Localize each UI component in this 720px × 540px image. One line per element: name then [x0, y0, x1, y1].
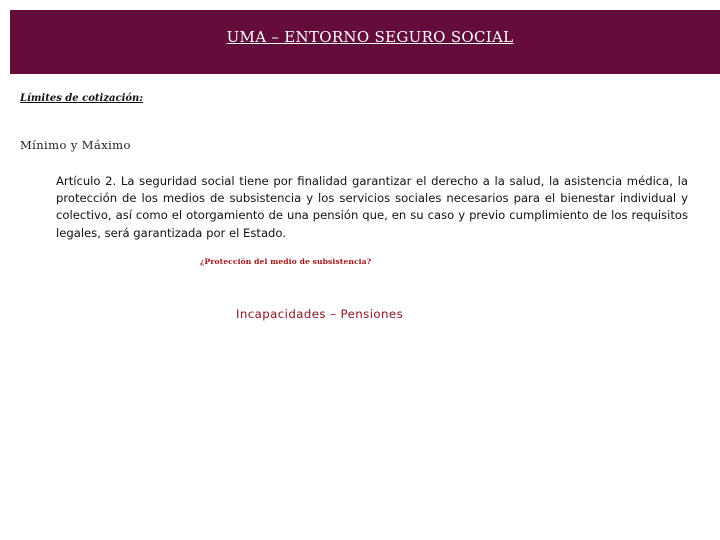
subsistence-question: ¿Protección del medio de subsistencia? — [200, 257, 372, 266]
header-band — [10, 10, 720, 74]
limits-heading: Límites de cotización: — [20, 93, 143, 104]
page-title: UMA – ENTORNO SEGURO SOCIAL — [226, 28, 514, 46]
article-paragraph: Artículo 2. La seguridad social tiene por finalidad garantizar el derecho a la salud, la asistencia médica, la protección de los medios de subsistencia y los servicios sociales necesarios para el bienestar individual y colectivo, así como el otorgamiento de una pensión que, en su caso y previo cumplimiento de los requisitos legales, será garantizada por el Estado. — [56, 174, 688, 240]
min-max-label: Mínimo y Máximo — [20, 138, 131, 152]
incapacities-pensions-label: Incapacidades – Pensiones — [236, 307, 404, 321]
